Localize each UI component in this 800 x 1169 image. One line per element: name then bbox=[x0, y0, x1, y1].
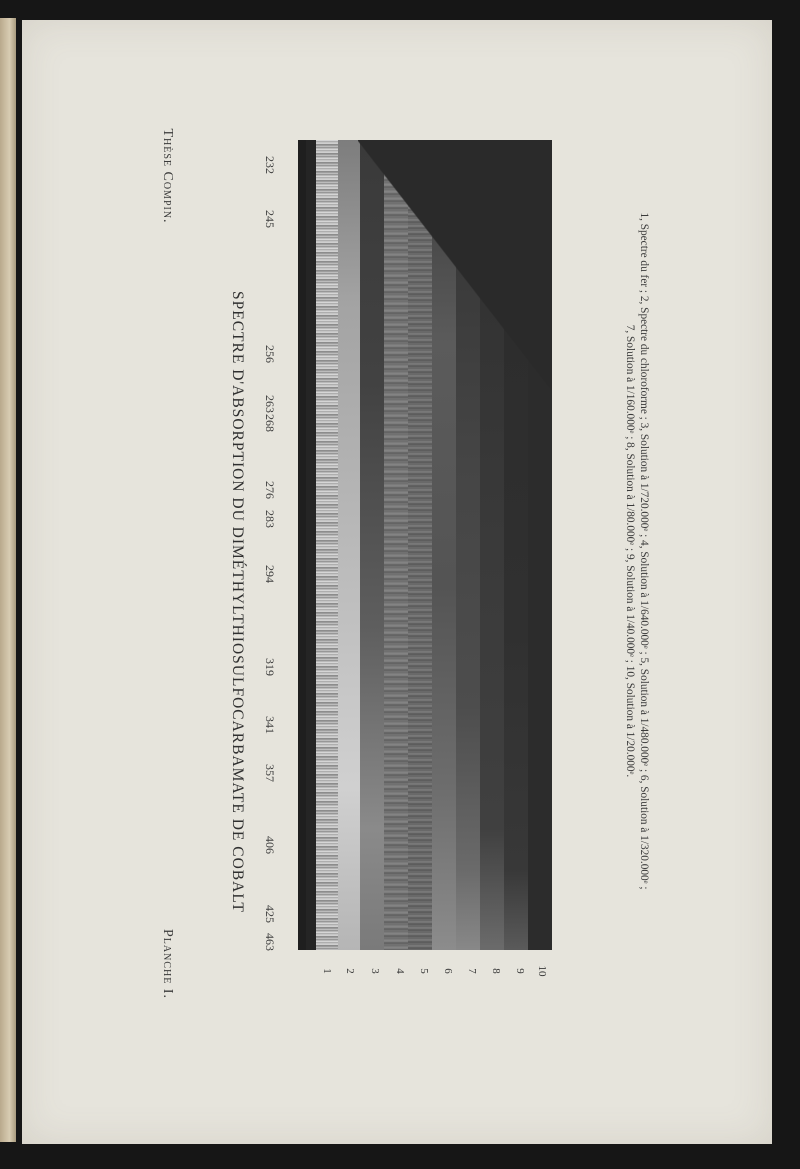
book-spine-edge bbox=[0, 18, 16, 1142]
spectrum-index: 1 bbox=[321, 968, 333, 974]
spectrum-index: 6 bbox=[442, 968, 454, 974]
absorption-spectrogram-photo bbox=[298, 140, 552, 950]
spectrum-index: 9 bbox=[514, 968, 526, 974]
caption-line-1: 1, Spectre du fer ; 2, Spectre du chloroforme ; 3, Solution à 1/720.000ᵉ ; 4, Solution à 1/640.000ᵉ ; 5, Solution à 1/480.000ᵉ ; 6, Solution à 1/320.000ᵉ ; bbox=[638, 212, 650, 890]
plate-label: Planche I. bbox=[160, 929, 175, 999]
spectrum-index: 2 bbox=[344, 968, 356, 974]
wavelength-label: 256 bbox=[263, 345, 277, 363]
wavelength-label: 232 bbox=[263, 156, 277, 174]
spectrum-index: 10 bbox=[536, 965, 548, 977]
plate-title: SPECTRE D'ABSORPTION DU DIMÉTHYLTHIOSULFOCARBAMATE DE COBALT bbox=[229, 291, 246, 913]
wavelength-label: 406 bbox=[263, 836, 277, 854]
wavelength-label: 357 bbox=[263, 764, 277, 782]
spectrum-index: 7 bbox=[466, 968, 478, 974]
spectrum-index: 4 bbox=[394, 968, 406, 974]
caption-line-2: 7, Solution à 1/160.000ᵉ ; 8, Solution à 1/80.000ᵉ ; 9, Solution à 1/40.000ᵉ ; 10, Solution à 1/20.000ᵉ. bbox=[624, 324, 636, 778]
wavelength-label: 341 bbox=[263, 716, 277, 734]
spectrum-strip bbox=[338, 140, 360, 950]
wavelength-label: 425 bbox=[263, 905, 277, 923]
wavelength-label: 276 bbox=[263, 481, 277, 499]
plate-caption bbox=[623, 16, 651, 1086]
spectrum-index: 5 bbox=[418, 968, 430, 974]
wavelength-label: 263 bbox=[263, 395, 277, 413]
wavelength-label: 283 bbox=[263, 510, 277, 528]
spectrum-strip bbox=[316, 140, 338, 950]
spectrum-index: 8 bbox=[490, 968, 502, 974]
spectrum-index: 3 bbox=[369, 968, 381, 974]
wavelength-label: 245 bbox=[263, 210, 277, 228]
wavelength-label: 463 bbox=[263, 933, 277, 951]
wavelength-label: 268 bbox=[263, 414, 277, 432]
book-page bbox=[22, 20, 772, 1144]
wavelength-label: 294 bbox=[263, 565, 277, 583]
spectrogram-dark-wedge bbox=[358, 140, 552, 390]
spectrum-strip bbox=[306, 140, 316, 950]
wavelength-label: 319 bbox=[263, 658, 277, 676]
running-header-right: Thèse Compin. bbox=[160, 128, 175, 224]
